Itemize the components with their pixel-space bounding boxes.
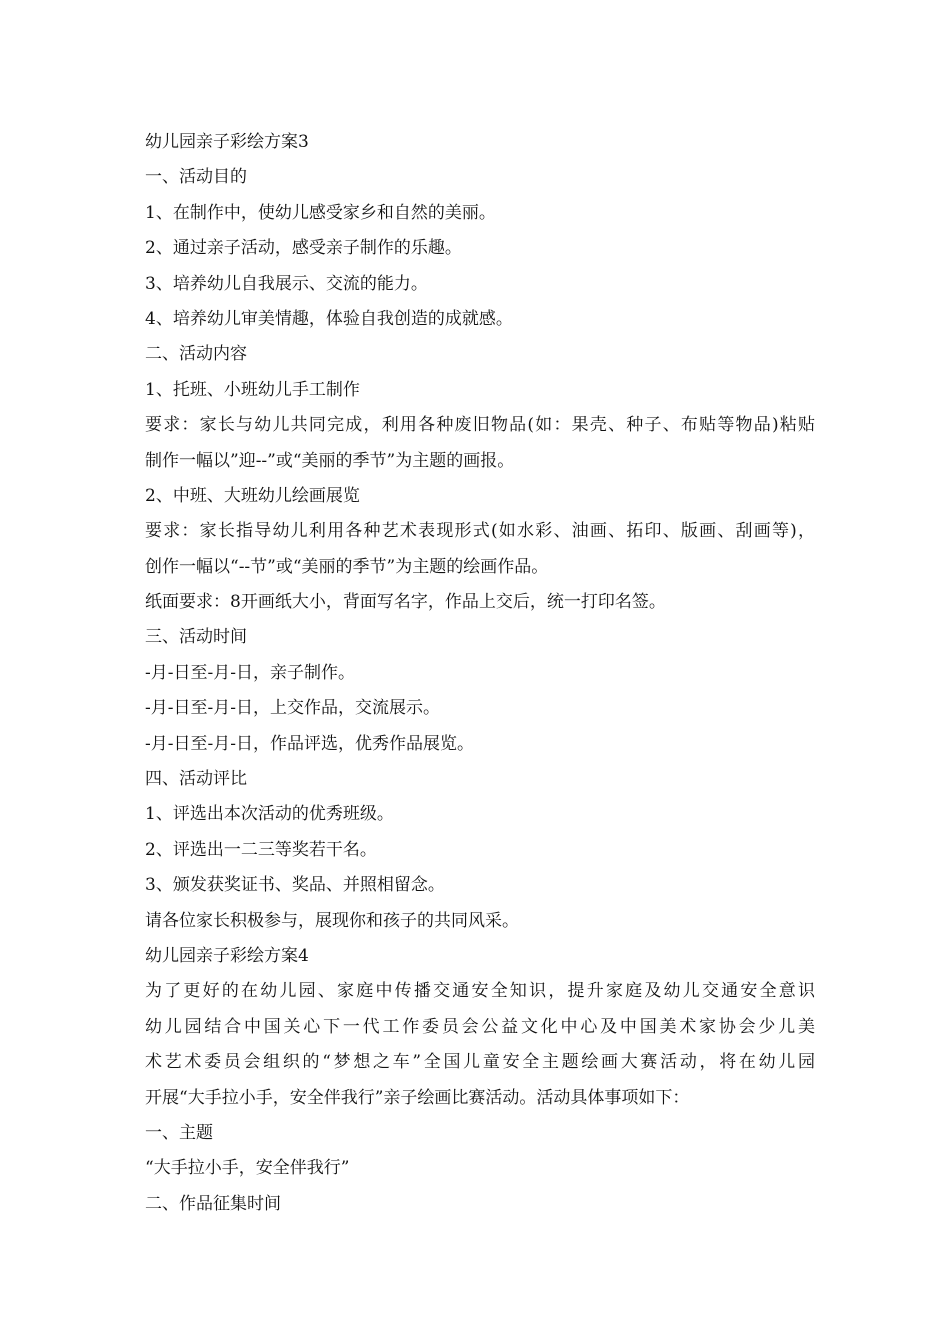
paragraph: -月-日至-月-日，上交作品，交流展示。: [145, 698, 440, 719]
section-title: 幼儿园亲子彩绘方案3: [145, 132, 309, 152]
heading: 二、活动内容: [145, 344, 247, 365]
heading: 三、活动时间: [145, 627, 247, 648]
paragraph: 为了更好的在幼儿园、家庭中传播交通安全知识，提升家庭及幼儿交通安全意识: [145, 981, 815, 1002]
paragraph: 开展“大手拉小手，安全伴我行”亲子绘画比赛活动。活动具体事项如下：: [145, 1087, 690, 1108]
paragraph: 纸面要求：8开画纸大小，背面写名字，作品上交后，统一打印名签。: [145, 592, 666, 613]
heading: 二、作品征集时间: [145, 1193, 281, 1214]
heading: 四、活动评比: [145, 769, 247, 790]
paragraph: 术艺术委员会组织的“梦想之车”全国儿童安全主题绘画大赛活动，将在幼儿园: [145, 1052, 815, 1073]
paragraph: 请各位家长积极参与，展现你和孩子的共同风采。: [145, 910, 519, 931]
paragraph: -月-日至-月-日，亲子制作。: [145, 662, 355, 683]
document-page: [145, 125, 815, 1222]
section-title: 幼儿园亲子彩绘方案4: [145, 945, 309, 966]
heading: 一、主题: [145, 1122, 213, 1143]
paragraph: 要求：家长与幼儿共同完成，利用各种废旧物品(如：果壳、种子、布贴等物品)粘贴: [145, 415, 815, 436]
paragraph: 幼儿园结合中国关心下一代工作委员会公益文化中心及中国美术家协会少儿美: [145, 1016, 815, 1037]
paragraph: 要求：家长指导幼儿利用各种艺术表现形式(如水彩、油画、拓印、版画、刮画等)，: [145, 521, 815, 542]
paragraph: “大手拉小手，安全伴我行”: [145, 1158, 350, 1179]
paragraph: -月-日至-月-日，作品评选，优秀作品展览。: [145, 733, 474, 754]
paragraph: 2、中班、大班幼儿绘画展览: [145, 485, 360, 506]
paragraph: 2、通过亲子活动，感受亲子制作的乐趣。: [145, 238, 462, 259]
heading: 一、活动目的: [145, 167, 247, 188]
paragraph: 1、评选出本次活动的优秀班级。: [145, 804, 394, 825]
paragraph: 4、培养幼儿审美情趣，体验自我创造的成就感。: [145, 308, 513, 329]
paragraph: 3、颁发获奖证书、奖品、并照相留念。: [145, 875, 445, 896]
paragraph: 2、评选出一二三等奖若干名。: [145, 839, 377, 860]
paragraph: 1、托班、小班幼儿手工制作: [145, 379, 360, 400]
paragraph: 创作一幅以“--节”或“美丽的季节”为主题的绘画作品。: [145, 556, 549, 577]
paragraph: 1、在制作中，使幼儿感受家乡和自然的美丽。: [145, 202, 496, 223]
paragraph: 制作一幅以”迎--”或“美丽的季节”为主题的画报。: [145, 450, 515, 471]
paragraph: 3、培养幼儿自我展示、交流的能力。: [145, 273, 428, 294]
